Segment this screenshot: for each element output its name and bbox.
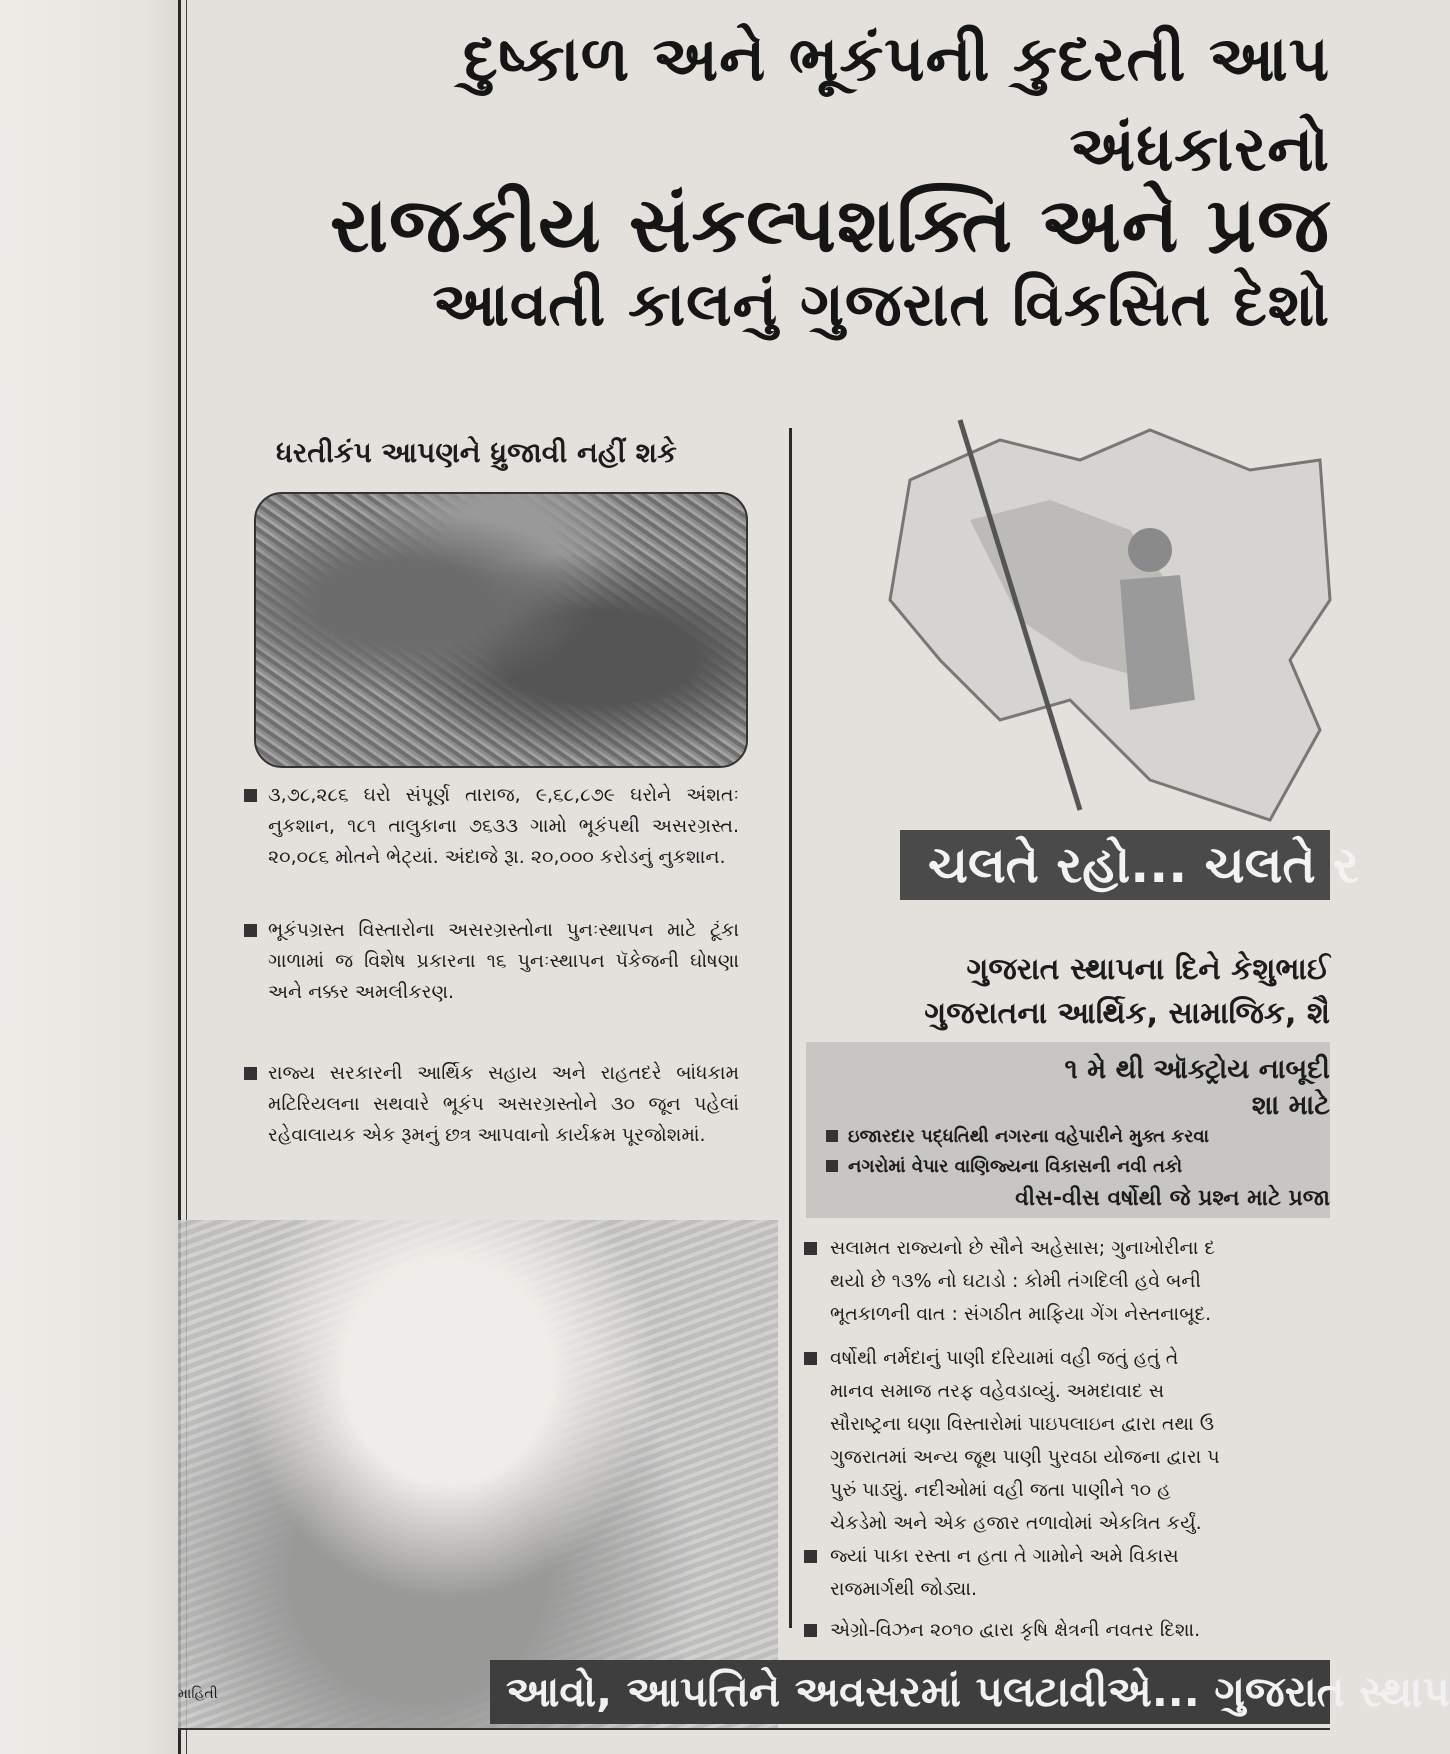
turbaned-man-photo: [178, 1220, 778, 1728]
list-item-text: રાજ્ય સરકારની આર્થિક સહાય અને રાહતદરે બાંધકામ મટિરિયલના સથવારે ભૂકંપ અસરગ્રસ્તોને ૩૦ જૂન પહેલાં રહેવાલાયક એક રૂમનું છત્ર આપવાનો કાર્યક્રમ પૂરજોશમાં.: [268, 1062, 739, 1146]
octroi-item: [826, 1156, 1182, 1177]
bullet-square-icon: [804, 1550, 817, 1563]
octroi-footer: વીસ-વીસ વર્ષોથી જે પ્રશ્ન માટે પ્રજા: [1015, 1186, 1330, 1211]
list-item-line: ચેકડેમો અને એક હજાર તળાવોમાં એકત્રિત કર્યું.: [830, 1512, 1202, 1534]
octroi-item: [826, 1126, 1209, 1147]
list-item-line: માનવ સમાજ તરફ વહેવડાવ્યું. અમદાવાદ સ: [830, 1380, 1165, 1402]
page-margin: [0, 0, 178, 1754]
gujarat-map-illustration: [850, 400, 1330, 840]
photo-credit: માહિતી: [178, 1686, 218, 1702]
development-subhead: ગુજરાતના આર્થિક, સામાજિક, શૈ: [924, 996, 1330, 1031]
earthquake-rubble-photo: [254, 492, 748, 768]
list-item-line: પુરું પાડ્યું. નદીઓમાં વહી જતા પાણીને ૧૦ હ: [830, 1479, 1171, 1501]
list-item-line: સૌરાષ્ટ્રના ઘણા વિસ્તારોમાં પાઇપલાઇન દ્વારા તથા ઉ: [830, 1413, 1215, 1435]
list-item-text: ૩,૭૮,૨૮૬ ઘરો સંપૂર્ણ તારાજ, ૯,૬૮,૮૭૯ ઘરોને અંશતઃ નુકશાન, ૧૮૧ તાલુકાના ૭૬૩૩ ગામો ભૂકંપથી અસરગ્રસ્ત. ૨૦,૦૮૬ મોતને ભેટ્યાં. અંદાજે રૂા. ૨૦,૦૦૦ કરોડનું નુકશાન.: [268, 784, 739, 868]
list-item-line: સલામત રાજ્યનો છે સૌને અહેસાસ; ગુનાખોરીના દ: [830, 1237, 1216, 1259]
bullet-square-icon: [244, 924, 257, 937]
list-item-line: જ્યાં પાકા રસ્તા ન હતા તે ગામોને અમે વિકાસ: [830, 1545, 1179, 1567]
bullet-square-icon: [826, 1130, 838, 1142]
list-item: [244, 1058, 739, 1151]
list-item: [244, 780, 739, 873]
list-item-line: વર્ષોથી નર્મદાનું પાણી દરિયામાં વહી જતું હતું તે: [830, 1347, 1179, 1369]
headline-line-4: આવતી કાલનું ગુજરાત વિકસિત દેશો: [432, 270, 1330, 340]
list-item-line: ગુજરાતમાં અન્ય જૂથ પાણી પુરવઠા યોજના દ્વારા પ: [830, 1446, 1220, 1468]
list-item: [804, 1540, 1330, 1606]
bullet-square-icon: [244, 1067, 257, 1080]
octroi-item-text: ઇજારદાર પદ્ધતિથી નગરના વહેપારીને મુક્ત કરવા: [848, 1126, 1210, 1147]
bottom-rule: [178, 1728, 1330, 1730]
list-item-line: એગ્રો-વિઝન ૨૦૧૦ દ્વારા કૃષિ ક્ષેત્રની નવતર દિશા.: [830, 1619, 1201, 1641]
headline-line-3: રાજકીય સંકલ્પશક્તિ અને પ્રજ: [330, 180, 1330, 269]
earthquake-subhead: ધરતીકંપ આપણને ધ્રુજાવી નહીં શકે: [276, 436, 677, 469]
list-item: [244, 915, 739, 1008]
headline-line-1: દુષ્કાળ અને ભૂકંપની કુદરતી આપ: [463, 22, 1330, 95]
list-item-text: ભૂકંપગ્રસ્ત વિસ્તારોના અસરગ્રસ્તોના પુનઃસ્થાપન માટે ટૂંકા ગાળામાં જ વિશેષ પ્રકારના ૧૬ પુનઃસ્થાપન પૅકેજની ઘોષણા અને નક્કર અમલીકરણ.: [268, 919, 739, 1003]
foundation-day-subhead: ગુજરાત સ્થાપના દિને કેશુભાઈ: [966, 952, 1330, 987]
list-item: [804, 1342, 1330, 1540]
bullet-square-icon: [244, 789, 257, 802]
octroi-title: ૧ મે થી ઑક્ટ્રોય નાબૂદી: [1064, 1054, 1330, 1085]
footer-banner: આવો, આપત્તિને અવસરમાં પલટાવીએ... ગુજરાત સ્થાપ: [490, 1660, 1330, 1724]
bullet-square-icon: [826, 1160, 838, 1172]
list-item-line: થયો છે ૧૩% નો ઘટાડો : કોમી તંગદિલી હવે બની: [830, 1270, 1201, 1292]
list-item: [804, 1232, 1330, 1331]
headline-line-2: અંધકારનો: [1069, 112, 1330, 185]
octroi-item-text: નગરોમાં વેપાર વાણિજ્યના વિકાસની નવી તકો: [848, 1156, 1183, 1177]
list-item: [804, 1614, 1330, 1647]
column-divider: [789, 428, 792, 1628]
bullet-square-icon: [804, 1242, 817, 1255]
bullet-square-icon: [804, 1624, 817, 1637]
chalte-raho-banner: ચલતે રહો... ચલતે ર: [900, 830, 1330, 900]
list-item-line: ભૂતકાળની વાત : સંગઠીત માફિયા ગેંગ નેસ્તનાબૂદ.: [830, 1303, 1212, 1325]
bullet-square-icon: [804, 1352, 817, 1365]
octroi-title-why: શા માટે: [1251, 1090, 1330, 1121]
list-item-line: રાજમાર્ગથી જોડ્યા.: [830, 1578, 978, 1600]
